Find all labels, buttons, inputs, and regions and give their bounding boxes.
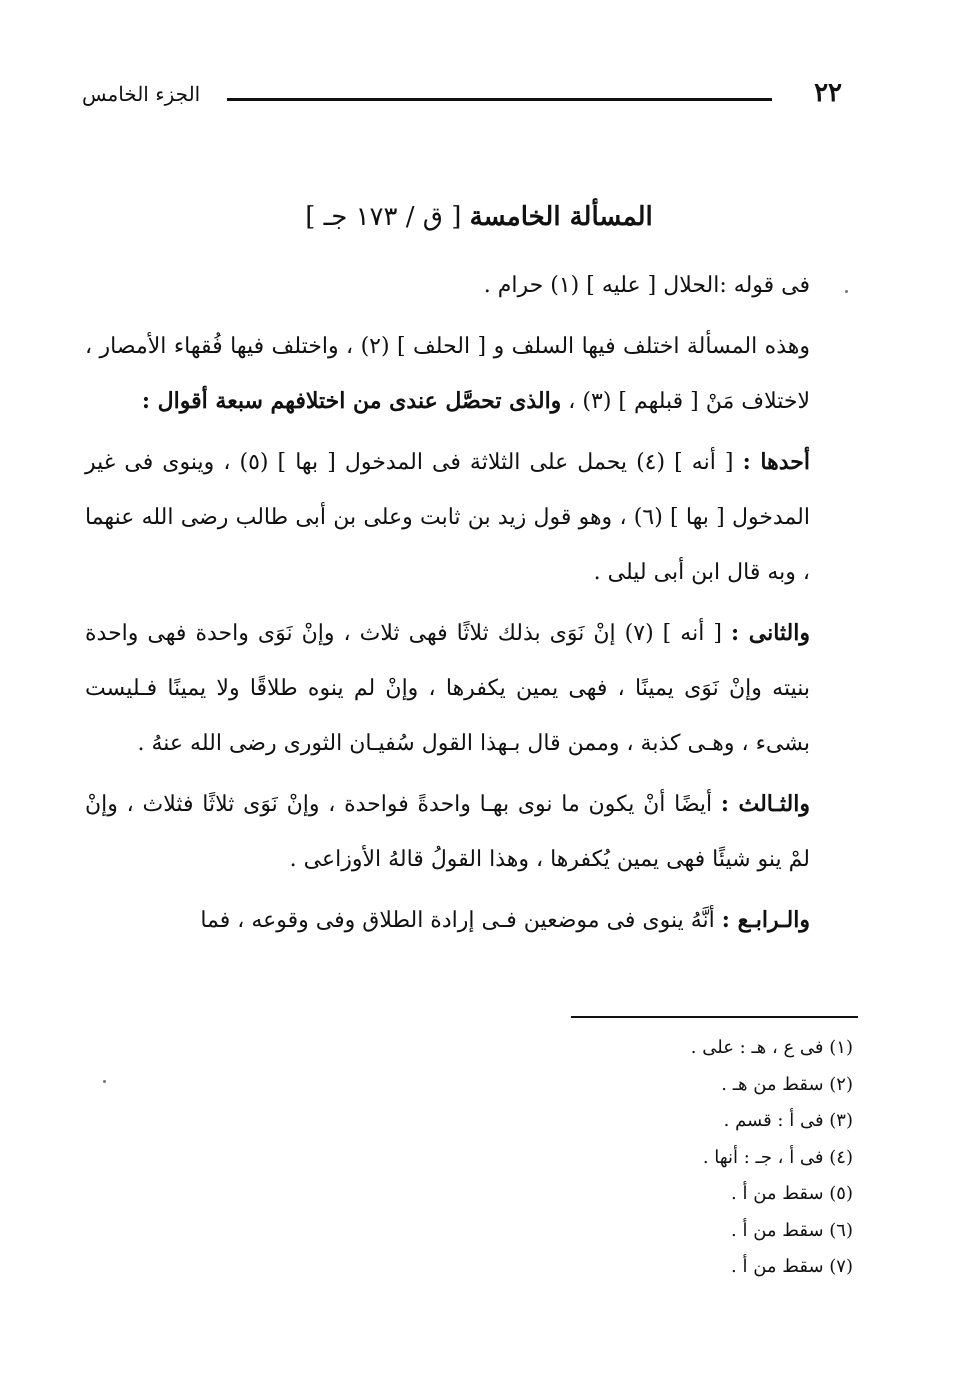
paragraph-emphasis: والذى تحصَّل عندى من اختلافهم سبعة أقوال : (141, 388, 562, 414)
paragraph (85, 606, 810, 771)
paragraph-text: أيضًا أنْ يكون ما نوى بهـا واحدةً فواحدة ، وإنْ نَوَى ثلاثًا فثلاث ، وإنْ لمْ ينو شيئًا فهى يمين يُكفرها ، وهذا القولُ قالهُ الأوزاعى . (85, 792, 810, 872)
paragraph (85, 435, 810, 600)
page-number: ٢٢ (814, 78, 842, 108)
header-rule (227, 98, 772, 101)
section-title (0, 202, 958, 232)
footnote: (٧) سقط من أ . (731, 1256, 853, 1277)
footnote-rule (571, 1016, 858, 1018)
footnote: (٤) فى أ ، جـ : أنها . (702, 1146, 853, 1168)
footnote: (٣) فى أ : قسم . (723, 1110, 853, 1131)
scan-speck (845, 290, 848, 293)
paragraph-lead: والـرابـع : (721, 907, 810, 933)
main-text (85, 258, 810, 954)
section-title-main: المسألة الخامسة (469, 202, 653, 232)
section-title-ref: [ ق / ١٧٣ جـ ] (305, 202, 462, 232)
paragraph-text: وهذه المسألة اختلف فيها السلف و [ الحلف ] (٢) ، واختلف فيها فُقهاء الأمصار ، لاختلاف مَنْ [ قبلهم ] (٣) ، (85, 334, 810, 414)
paragraph-lead: والثـالث : (720, 791, 810, 817)
paragraph-text: [ أنه ] (٤) يحمل على الثلاثة فى المدخول [ بها ] (٥) ، وينوى فى غير المدخول [ بها ] (٦) ، وهو قول زيد بن ثابت وعلى بن أبى طالب رضى الله عنهما ، وبه قال ابن أبى ليلى . (85, 450, 810, 585)
paragraph-text: [ أنه ] (٧) إنْ نَوَى بذلك ثلاثًا فهى ثلاث ، وإنْ نَوَى واحدة فهى واحدة بنيته وإنْ نَوَى يمينًا ، فهى يمين يكفرها ، وإنْ لم ينوه طلاقًا ولا يمينًا فـليست بشىء ، وهـى كذبة ، وممن قال بـهذا القول سُفيـان الثورى رضى الله عنهُ . (85, 621, 810, 756)
footnote: (١) فى ع ، هـ : على . (690, 1037, 853, 1058)
paragraph (85, 319, 810, 429)
paragraph-lead: والثانى : (730, 620, 810, 646)
page-header (82, 78, 852, 118)
footnote: (٥) سقط من أ . (731, 1183, 853, 1204)
paragraph-text: فى قوله :الحلال [ عليه ] (١) حرام . (483, 273, 810, 298)
paragraph (85, 258, 810, 313)
scan-speck (103, 1080, 106, 1083)
paragraph (85, 777, 810, 887)
running-title: الجزء الخامس (82, 82, 201, 106)
paragraph (85, 893, 810, 948)
footnotes (433, 1030, 853, 1286)
footnote: (٦) سقط من أ . (731, 1219, 853, 1241)
footnote: (٢) سقط من هـ . (721, 1073, 853, 1095)
paragraph-lead: أحدها : (742, 449, 810, 475)
paragraph-text: أنَّهُ ينوى فى موضعين فـى إرادة الطلاق وفى وقوعه ، فما (200, 908, 722, 933)
